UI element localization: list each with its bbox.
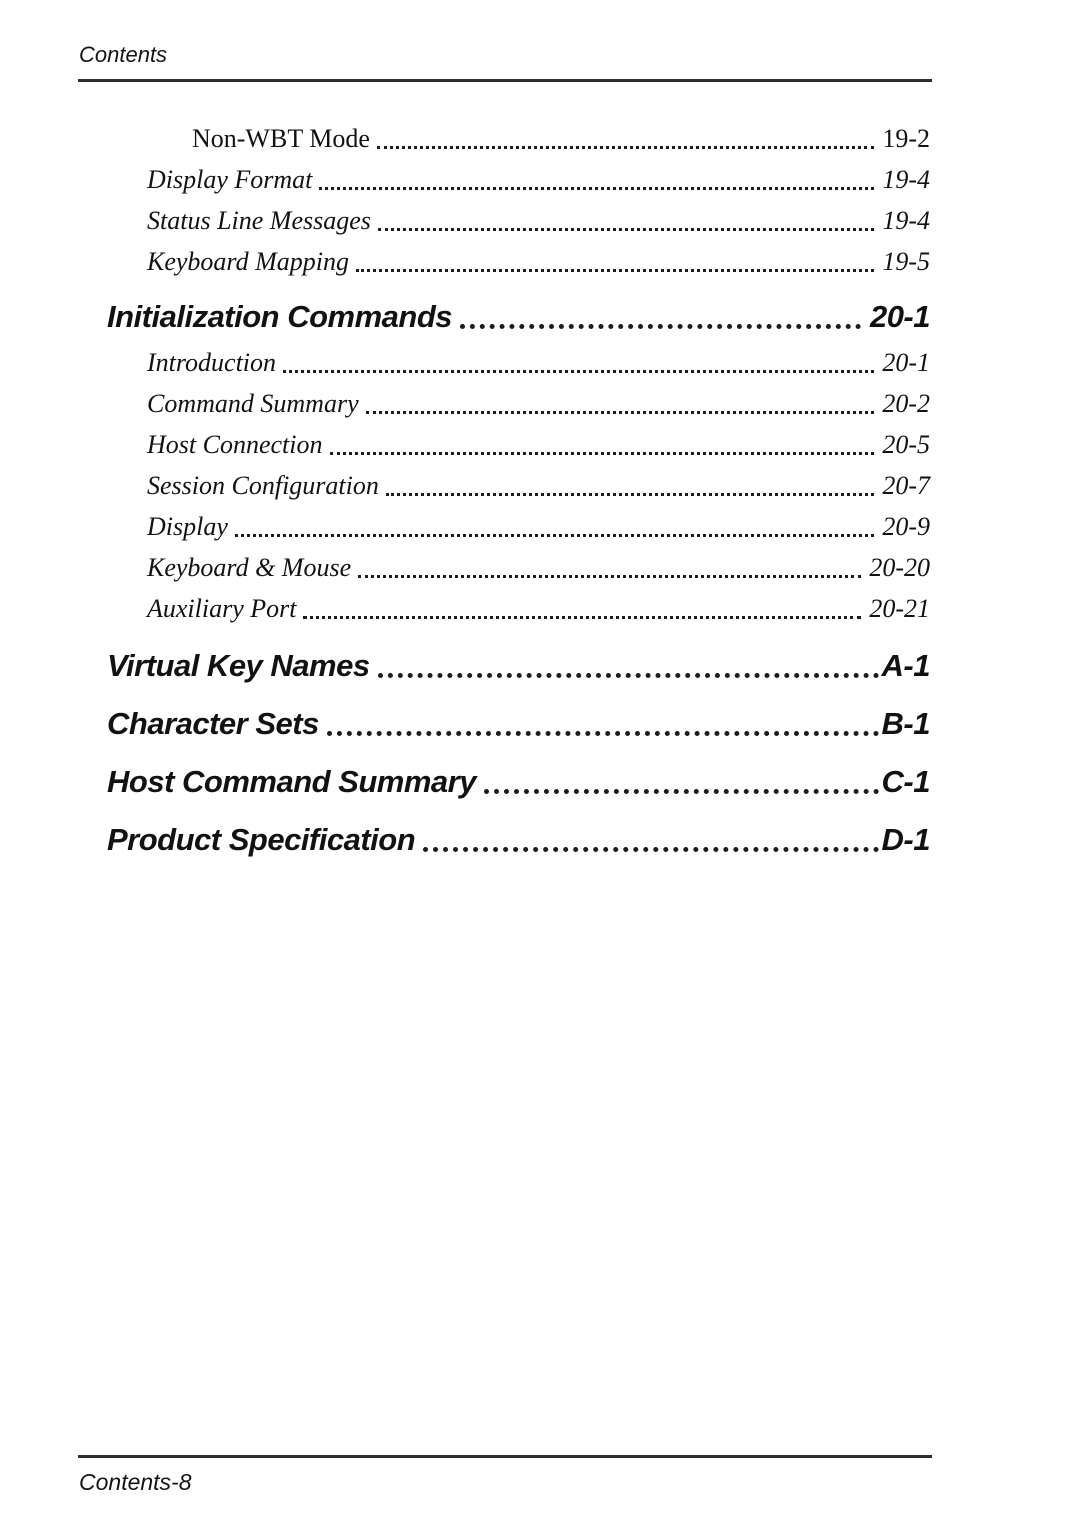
toc-entry-label: Keyboard & Mouse [147, 553, 352, 582]
toc-entry-page: 20-20 [869, 553, 930, 582]
dotted-leader [330, 452, 875, 455]
toc-entry-label: Non-WBT Mode [192, 124, 370, 153]
toc-row [78, 588, 930, 629]
toc-entry-page: 20-9 [882, 512, 930, 541]
dotted-leader [377, 146, 874, 149]
dotted-leader [460, 324, 861, 329]
toc-entry-page: 19-4 [882, 206, 930, 235]
toc-entry-label: Auxiliary Port [147, 594, 297, 623]
toc-entry-label: Command Summary [147, 389, 359, 418]
page-header-title: Contents [79, 42, 168, 67]
toc-entry-label: Display Format [147, 165, 313, 194]
toc-entry-label: Initialization Commands [107, 299, 453, 334]
toc-entry-page: 20-21 [869, 594, 930, 623]
toc-row [78, 241, 930, 282]
toc-row [78, 637, 930, 695]
toc-entry-page: 19-4 [882, 165, 930, 194]
toc-entry-page: 20-1 [882, 348, 930, 377]
dotted-leader [283, 370, 874, 373]
toc-entry-label: Product Specification [107, 822, 416, 857]
toc-entry-page: 19-5 [882, 247, 930, 276]
dotted-leader [366, 411, 875, 414]
toc-row [78, 383, 930, 424]
toc-row [78, 342, 930, 383]
toc-row [78, 118, 930, 159]
page-footer-label: Contents-8 [79, 1469, 192, 1495]
toc-entry-page: 20-2 [882, 389, 930, 418]
toc-entry-label: Virtual Key Names [107, 648, 370, 683]
toc-entry-page: B-1 [881, 706, 930, 741]
dotted-leader [386, 493, 874, 496]
toc-row [78, 159, 930, 200]
toc-row [78, 547, 930, 588]
dotted-leader [484, 789, 879, 794]
toc-entry-label: Status Line Messages [147, 206, 371, 235]
header-rule [78, 79, 932, 82]
toc-row [78, 695, 930, 753]
dotted-leader [356, 269, 874, 272]
toc-list [78, 118, 930, 869]
toc-row [78, 424, 930, 465]
toc-entry-label: Keyboard Mapping [147, 247, 349, 276]
toc-row [78, 200, 930, 241]
dotted-leader [235, 534, 874, 537]
toc-entry-page: D-1 [881, 822, 930, 857]
toc-row [78, 506, 930, 547]
toc-entry-label: Session Configuration [147, 471, 379, 500]
toc-entry-page: 19-2 [882, 124, 930, 153]
dotted-leader [319, 187, 874, 190]
toc-entry-label: Character Sets [107, 706, 319, 741]
toc-entry-page: C-1 [881, 764, 930, 799]
dotted-leader [327, 731, 879, 736]
toc-entry-page: 20-5 [882, 430, 930, 459]
dotted-leader [423, 847, 878, 852]
toc-row [78, 465, 930, 506]
footer-rule [78, 1455, 932, 1458]
dotted-leader [303, 616, 861, 619]
toc-entry-label: Display [147, 512, 228, 541]
toc-entry-label: Host Command Summary [107, 764, 476, 799]
toc-entry-page: A-1 [881, 648, 930, 683]
dotted-leader [358, 575, 861, 578]
toc-entry-label: Introduction [147, 348, 277, 377]
toc-entry-page: 20-7 [882, 471, 930, 500]
toc-entry-label: Host Connection [147, 430, 323, 459]
toc-row [78, 292, 930, 342]
toc-row [78, 753, 930, 811]
dotted-leader [378, 673, 879, 678]
dotted-leader [378, 228, 874, 231]
toc-row [78, 811, 930, 869]
toc-entry-page: 20-1 [869, 299, 930, 334]
